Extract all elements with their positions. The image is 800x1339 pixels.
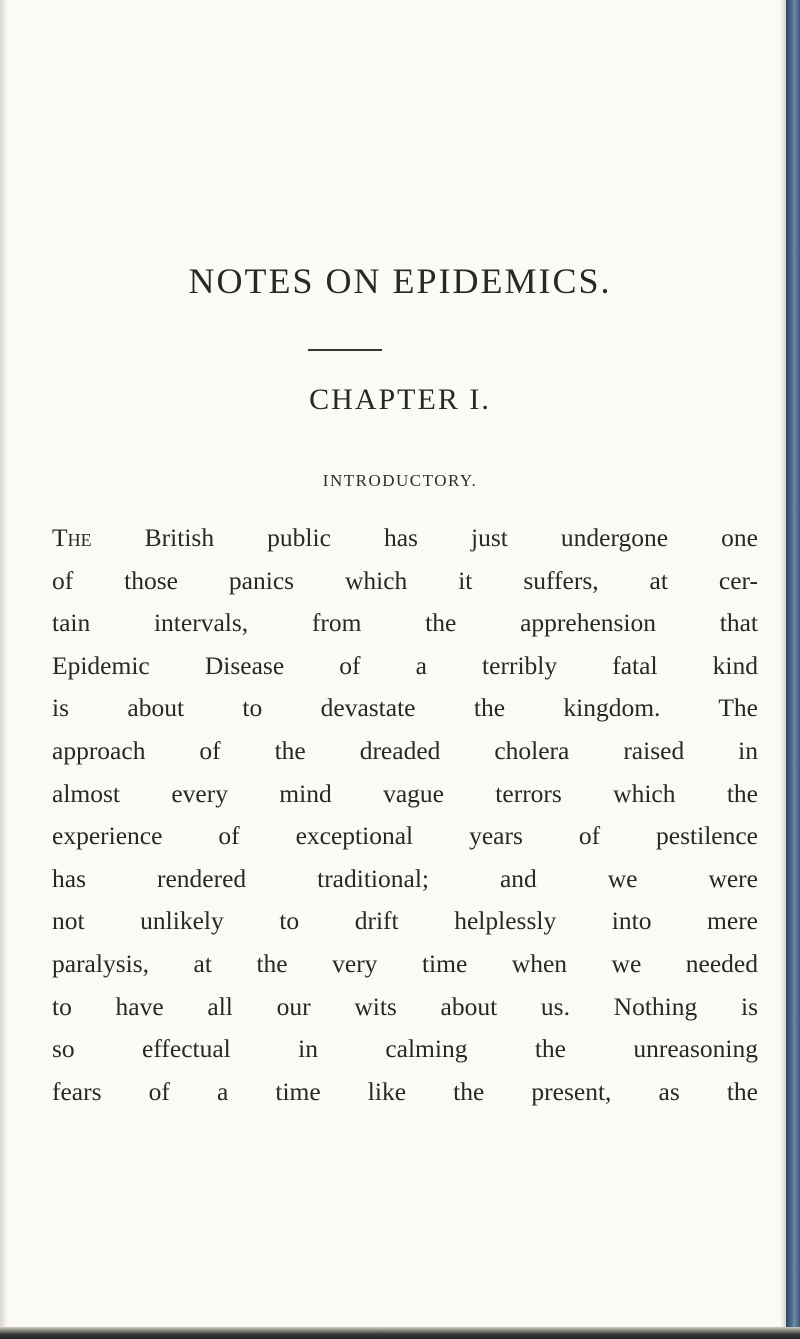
text-line: approach of the dreaded cholera raised in [52,735,758,765]
text-line: so effectual in calming the unreasoning [52,1034,758,1064]
text-line: fears of a time like the present, as the [52,1076,758,1106]
first-word: The [52,523,92,552]
page-bottom-edge [0,1327,800,1339]
book-cover-edge [786,0,800,1339]
text-line: of those panics which it suffers, at cer- [52,565,758,595]
text-line: to have all our wits about us. Nothing is [52,991,758,1021]
text-line: Epidemic Disease of a terribly fatal kind [52,650,758,680]
text-line: paralysis, at the very time when we needed [52,948,758,978]
first-line-rest: British public has just undergone one [91,523,758,552]
body-paragraph [52,517,758,1113]
text-line: is about to devastate the kingdom. The [52,693,758,723]
text-line: not unlikely to drift helplessly into mere [52,906,758,936]
text-line: almost every mind vague terrors which the [52,778,758,808]
book-title: NOTES ON EPIDEMICS. [188,261,612,301]
text-line-1 [52,517,758,560]
chapter-heading: CHAPTER I. [309,383,491,416]
title-divider-rule [308,349,382,351]
text-line: has rendered traditional; and we were [52,863,758,893]
section-heading: INTRODUCTORY. [322,471,478,490]
page-left-edge [0,0,8,1339]
text-line: tain intervals, from the apprehension that [52,608,758,638]
text-line: experience of exceptional years of pestilence [52,821,758,851]
